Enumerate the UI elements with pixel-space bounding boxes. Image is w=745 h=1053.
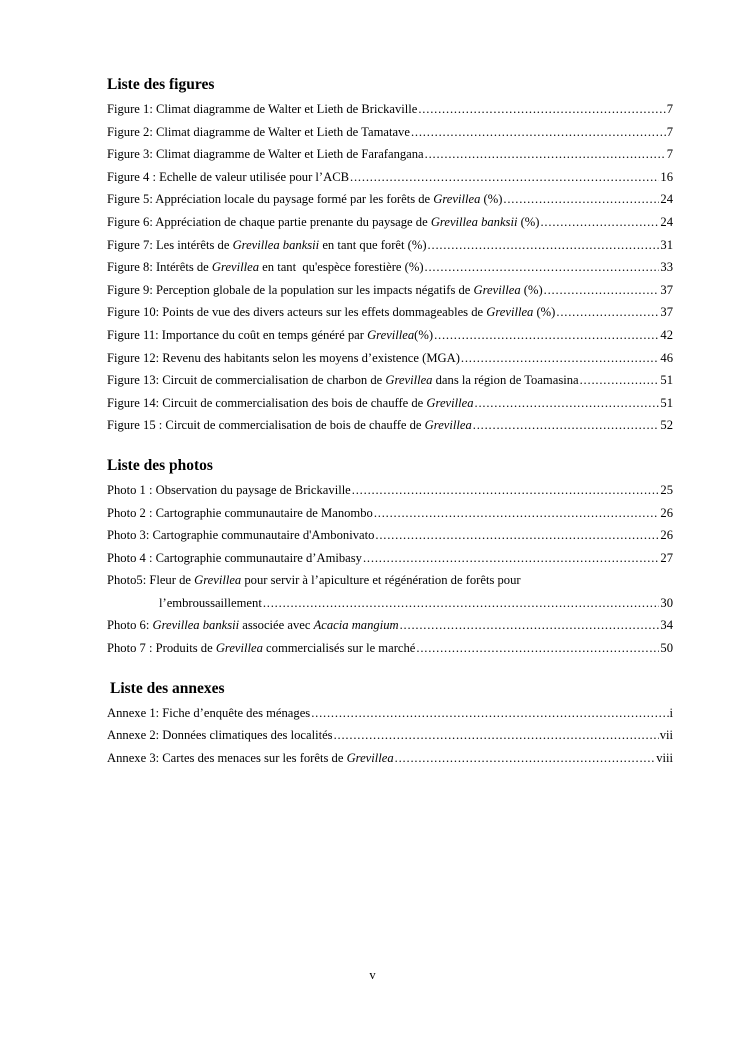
page-number: 37 (660, 305, 673, 320)
page-number: 52 (660, 418, 673, 433)
page-number: vii (659, 728, 673, 743)
annex-entry-1[interactable]: Annexe 1: Fiche d’enquête des ménages ..... i (107, 702, 673, 725)
page-number: 37 (660, 282, 673, 297)
page-number: 26 (660, 528, 673, 543)
page-number: 31 (660, 237, 673, 252)
annexes-heading: Liste des annexes (110, 679, 225, 697)
photo-entry-3[interactable]: Photo 3: Cartographie communautaire d'Ambonivato ..... 26 (107, 524, 673, 547)
page-number: 7 (666, 124, 673, 139)
figure-entry-5[interactable]: Figure 5: Appréciation locale du paysage formé par les forêts de Grevillea (%) ..... 24 (107, 188, 673, 211)
photo-entry-6[interactable]: Photo 6: Grevillea banksii associée avec Acacia mangium ..... 34 (107, 614, 673, 637)
figures-heading: Liste des figures (107, 76, 215, 93)
figure-entry-9[interactable]: Figure 9: Perception globale de la population sur les impacts négatifs de Grevillea (%) ..... 37 (107, 279, 673, 302)
page-number: 27 (660, 550, 673, 565)
photo-entry-5[interactable]: Photo5: Fleur de Grevillea pour servir à l’apiculture et régénération de forêts pour (107, 573, 521, 588)
page-number: i (669, 705, 673, 720)
document-page (107, 72, 673, 769)
photos-list (107, 479, 673, 660)
figure-entry-10[interactable]: Figure 10: Points de vue des divers acteurs sur les effets dommageables de Grevillea (%) ..... 37 (107, 301, 673, 324)
annexes-list (107, 702, 673, 770)
photo-entry-5-continuation[interactable]: l’embroussaillement ..... 30 (107, 592, 673, 615)
figure-entry-13[interactable]: Figure 13: Circuit de commercialisation de charbon de Grevillea dans la région de Toamasina ..... 51 (107, 369, 673, 392)
figure-entry-6[interactable]: Figure 6: Appréciation de chaque partie prenante du paysage de Grevillea banksii (%) ..... 24 (107, 211, 673, 234)
page-number: 30 (660, 595, 673, 610)
figure-entry-15[interactable]: Figure 15 : Circuit de commercialisation de bois de chauffe de Grevillea ..... 52 (107, 414, 673, 437)
page-number: 25 (660, 482, 673, 497)
figure-entry-14[interactable]: Figure 14: Circuit de commercialisation des bois de chauffe de Grevillea ..... 51 (107, 392, 673, 415)
page-number: 7 (666, 147, 673, 162)
photo-entry-4[interactable]: Photo 4 : Cartographie communautaire d’Amibasy ..... 27 (107, 547, 673, 570)
photo-entry-7[interactable]: Photo 7 : Produits de Grevillea commercialisés sur le marché ..... 50 (107, 637, 673, 660)
page-number: 24 (660, 214, 673, 229)
figure-entry-2[interactable]: Figure 2: Climat diagramme de Walter et Lieth de Tamatave ..... 7 (107, 121, 673, 144)
photo-entry-2[interactable]: Photo 2 : Cartographie communautaire de Manombo ..... 26 (107, 502, 673, 525)
figure-entry-3[interactable]: Figure 3: Climat diagramme de Walter et Lieth de Farafangana ..... 7 (107, 143, 673, 166)
page-number: 46 (660, 350, 673, 365)
figure-entry-1[interactable]: Figure 1: Climat diagramme de Walter et Lieth de Brickaville ..... 7 (107, 98, 673, 121)
page-number: 16 (660, 169, 673, 184)
page-number: 7 (666, 102, 673, 116)
page-number: 26 (660, 505, 673, 520)
figure-entry-12[interactable]: Figure 12: Revenu des habitants selon les moyens d’existence (MGA) ..... 46 (107, 347, 673, 370)
figure-entry-4[interactable]: Figure 4 : Echelle de valeur utilisée pour l’ACB ..... 16 (107, 166, 673, 189)
photos-heading: Liste des photos (107, 456, 213, 474)
annex-entry-3[interactable]: Annexe 3: Cartes des menaces sur les forêts de Grevillea ..... viii (107, 747, 673, 770)
figures-list (107, 98, 673, 437)
page-number: 51 (660, 373, 673, 388)
annex-entry-2[interactable]: Annexe 2: Données climatiques des localités ..... vii (107, 724, 673, 747)
page-number: viii (656, 750, 673, 765)
page-number: 50 (660, 641, 673, 656)
page-number: 34 (660, 618, 673, 633)
page-number: 24 (660, 192, 673, 207)
page-number: 33 (660, 260, 673, 275)
figure-entry-8[interactable]: Figure 8: Intérêts de Grevillea en tant qu'espèce forestière (%) ..... 33 (107, 256, 673, 279)
figure-entry-7[interactable]: Figure 7: Les intérêts de Grevillea banksii en tant que forêt (%) ..... 31 (107, 234, 673, 257)
page-number: 42 (660, 327, 673, 342)
figure-entry-11[interactable]: Figure 11: Importance du coût en temps généré par Grevillea(%) ..... 42 (107, 324, 673, 347)
page-footer-number: v (369, 968, 376, 982)
page-number: 51 (660, 395, 673, 410)
photo-entry-1[interactable]: Photo 1 : Observation du paysage de Brickaville ..... 25 (107, 479, 673, 502)
